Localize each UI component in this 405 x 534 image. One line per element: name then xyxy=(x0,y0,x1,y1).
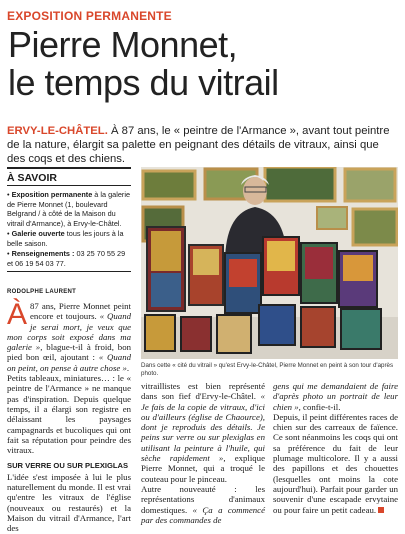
article-lede xyxy=(7,124,399,166)
end-of-article-mark xyxy=(378,507,384,513)
section-kicker: EXPOSITION PERMANENTE xyxy=(7,9,172,23)
article-column-1: À 87 ans, Pierre Monnet peint encore et toujours. « Quand je serai mort, je veux que mon corps soit exposé dans ma galerie », blague-t-il à froid, bon pied bon œil, ajoutant : « Quand on peint, on pense à autre chose ». Petits tableaux, miniatures… : le « peintre de l'Armance » ne manque pas d'inspiration. Depuis quelque temps, il a élargi son registre en délaissant les paysages campagnards et bucoliques qui ont fait sa réputation pour peindre des vitraux. SUR VERRE OU SUR PLEXIGLAS L'idée s'est imposée à lui le plus naturellement du monde. Il est vrai qu'entre les vitraux de l'église (nouveaux ou restaurés) et la Maison du vitrail d'Armance, l'art des xyxy=(7,298,132,534)
sidebar-info xyxy=(7,190,131,269)
drop-cap: À xyxy=(7,298,28,331)
sidebar-item: • Exposition permanente à la galerie de Pierre Monnet (1, boulevard Belgrand / à côté de la Maison du vitrail d'Armance), à Ervy-le-Châtel. xyxy=(7,190,131,228)
article-column-2: vitraillistes est bien représenté dans son fief d'Ervy-le-Châtel. « Je fais de la copie de vitraux, d'ici ou d'ailleurs (église de Chaource), dont je reproduis des détails. Je peins sur verre ou sur plexiglas en utilisant la peinture à l'huile, qui sèche rapidement », explique Pierre Monnet, qui a troqué le couteau pour le pinceau. Autre nouveauté : les représentations d'animaux domestiques. « Ça a commencé par des commandes de xyxy=(141,381,265,525)
paragraph: Depuis, il peint différentes races de chien sur des carreaux de faïence. Ce sont néanmoins les coqs qui ont sa préférence du fait de leur plumage multicolore. Il y a aussi des papillons et des chouettes (lesquelles ont moins la cote aujourd'hui). Parfait pour garder un souvenir d'une escapade ervytaine ou pour faire un petit cadeau. xyxy=(273,411,398,515)
sidebar-bottom-rule xyxy=(7,271,131,272)
paragraph: Petits tableaux, miniatures… : le « peintre de l'Armance » ne manque pas d'inspiration. Depuis quelque temps, il a élargi son registre en délaissant les paysages campagnards et bucoliques qui ont fait sa réputation pour peindre des vitraux. xyxy=(7,373,131,456)
title-line-1: Pierre Monnet, xyxy=(8,24,238,65)
author-byline: RODOLPHE LAURENT xyxy=(7,289,77,295)
subheading: SUR VERRE OU SUR PLEXIGLAS xyxy=(7,461,129,471)
lede-text: À 87 ans, le « peintre de l'Armance », avant tout peintre de la nature, élargit sa palette en peignant des détails de vitraux, ainsi que des coqs et des chiens. xyxy=(7,125,390,165)
photo-caption: Dans cette « cité du vitrail » qu'est Ervy-le-Châtel, Pierre Monnet en peint à son tour d'après photo. xyxy=(141,362,394,377)
sidebar-heading-rule xyxy=(7,185,131,186)
lede-city: ERVY-LE-CHÂTEL. xyxy=(7,125,108,137)
paragraph: Autre nouveauté : les représentations d'animaux domestiques. « Ça a commencé par des commandes de xyxy=(141,483,265,525)
sidebar-item: • Galerie ouverte tous les jours à la belle saison. xyxy=(7,229,124,248)
article-column-3: gens qui me demandaient de faire d'après photo un portrait de leur chien », confie-t-il. Depuis, il peint différentes races de chien sur des carreaux de faïence. Ce sont néanmoins les coqs qui ont sa préférence du fait de leur plumage multicolore. Il y a aussi des papillons et des chouettes (lesquelles ont moins la cote aujourd'hui). Parfait pour garder un souvenir d'une escapade ervytaine ou pour faire un petit cadeau. xyxy=(273,381,398,515)
sidebar-top-rule xyxy=(7,167,131,169)
paragraph: L'idée s'est imposée à lui le plus naturellement du monde. Il est vrai qu'entre les vitraux de l'église (nouveaux ou restaurés) et la Maison du vitrail d'Armance, l'art des xyxy=(7,471,131,534)
photo-artist-with-stained-glass xyxy=(141,167,398,359)
sidebar-heading: À SAVOIR xyxy=(7,172,57,184)
sidebar-item: • Renseignements : 03 25 70 55 29 et 06 19 54 03 77. xyxy=(7,249,126,268)
title-line-2: le temps du vitrail xyxy=(8,62,279,103)
article-title xyxy=(8,26,398,102)
